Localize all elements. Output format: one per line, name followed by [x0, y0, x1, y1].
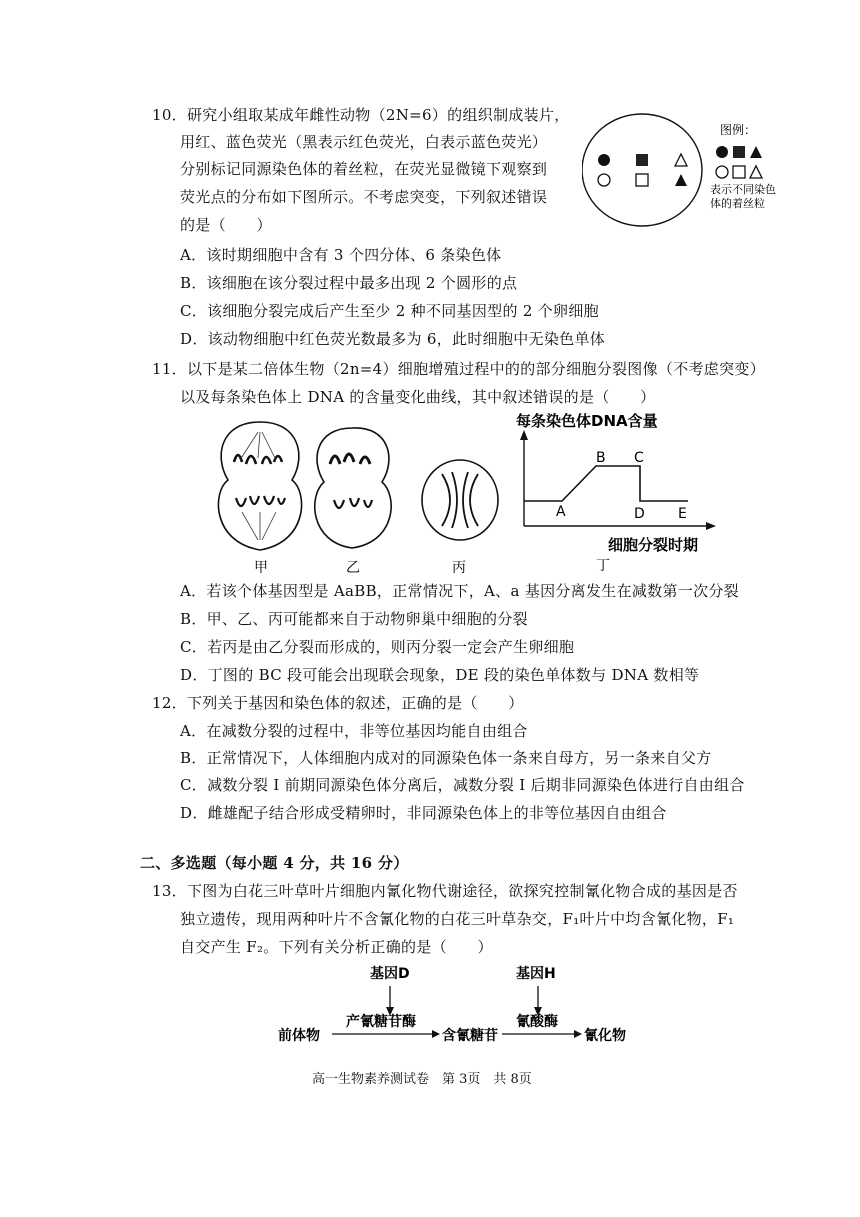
- q11-option-c: C．若丙是由乙分裂而形成的，则丙分裂一定会产生卵细胞: [180, 638, 575, 656]
- precursor-label: 前体物: [278, 1028, 320, 1044]
- fluorescence-figure: [582, 112, 792, 230]
- q10-line-1: 10．研究小组取某成年雌性动物（2N=6）的组织制成装片，: [152, 106, 570, 124]
- q10-line-2: 用红、蓝色荧光（黑表示红色荧光，白表示蓝色荧光）: [180, 133, 548, 151]
- step-2-arrowhead: [574, 1030, 582, 1038]
- red-square-marker: [636, 154, 648, 166]
- q10-option-d: D．该动物细胞中红色荧光数最多为 6，此时细胞中无染色单体: [180, 330, 606, 348]
- cell-division-figures: [200, 412, 520, 578]
- red-circle-marker: [598, 154, 610, 166]
- legend-black-square: [733, 146, 745, 158]
- label-jia: 甲: [254, 560, 268, 576]
- point-c: C: [634, 450, 644, 466]
- q11-option-b: B．甲、乙、丙可能都来自于动物卵巢中细胞的分裂: [180, 610, 528, 628]
- cell-yi: [315, 428, 391, 576]
- q12-option-a: A．在减数分裂的过程中，非等位基因均能自由组合: [180, 722, 528, 740]
- section-2-heading: 二、多选题（每小题 4 分，共 16 分）: [140, 854, 409, 872]
- blue-square-marker: [636, 174, 648, 186]
- cell-bing: [422, 460, 498, 576]
- x-axis-arrow: [706, 522, 716, 530]
- q12-option-d: D．雌雄配子结合形成受精卵时，非同源染色体上的非等位基因自由组合: [180, 804, 667, 822]
- q11-option-d: D．丁图的 BC 段可能会出现联会现象，DE 段的染色单体数与 DNA 数相等: [180, 666, 700, 684]
- point-e: E: [678, 506, 687, 522]
- q11-line-2: 以及每条染色体上 DNA 的含量变化曲线，其中叙述错误的是（ ）: [180, 388, 656, 406]
- q10-line-4: 荧光点的分布如下图所示。不考虑突变，下列叙述错误: [180, 188, 548, 206]
- cyanide-pathway-diagram: [276, 960, 676, 1050]
- point-a: A: [556, 504, 566, 520]
- legend-caption-1: 表示不同染色: [710, 183, 776, 196]
- cell-circle: [582, 114, 702, 226]
- cyanide-label: 氰化物: [584, 1028, 626, 1044]
- gene-h-label: 基因H: [516, 966, 556, 982]
- q11-line-1: 11．以下是某二倍体生物（2n=4）细胞增殖过程中的的部分细胞分裂图像（不考虑突变）: [152, 360, 766, 378]
- legend-white-circle: [716, 166, 728, 178]
- q13-line-3: 自交产生 F₂。下列有关分析正确的是（ ）: [180, 938, 493, 956]
- legend-black-circle: [716, 146, 728, 158]
- y-axis-arrow: [520, 430, 528, 440]
- cell-jia: [218, 422, 301, 576]
- label-bing: 丙: [452, 560, 466, 576]
- red-triangle-marker: [675, 174, 687, 186]
- graph-x-axis-label: 细胞分裂时期: [608, 536, 699, 554]
- q10-option-b: B．该细胞在该分裂过程中最多出现 2 个圆形的点: [180, 274, 518, 292]
- q10-option-a: A．该时期细胞中含有 3 个四分体、6 条染色体: [180, 246, 502, 264]
- q10-option-c: C．该细胞分裂完成后产生至少 2 种不同基因型的 2 个卵细胞: [180, 302, 599, 320]
- dna-curve: [524, 466, 688, 501]
- label-ding: 丁: [596, 558, 610, 574]
- legend-white-triangle: [750, 166, 762, 178]
- label-yi: 乙: [346, 560, 360, 576]
- q13-line-2: 独立遗传，现用两种叶片不含氰化物的白花三叶草杂交，F₁叶片中均含氰化物，F₁: [180, 910, 735, 928]
- dna-content-graph: [512, 406, 772, 576]
- q10-line-3: 分别标记同源染色体的着丝粒，在荧光显微镜下观察到: [180, 160, 548, 178]
- q12-option-b: B．正常情况下，人体细胞内成对的同源染色体一条来自母方，另一条来自父方: [180, 749, 712, 767]
- legend-caption-2: 体的着丝粒: [710, 197, 765, 210]
- cyanogenic-glycoside-label: 含氰糖苷: [442, 1028, 498, 1044]
- enzyme-2-label: 氰酸酶: [516, 1014, 558, 1030]
- gene-d-label: 基因D: [370, 966, 410, 982]
- page-footer: 高一生物素养测试卷 第 3页 共 8页: [312, 1072, 532, 1087]
- q12-option-c: C．减数分裂 I 前期同源染色体分离后，减数分裂 I 后期非同源染色体进行自由组合: [180, 776, 745, 794]
- q13-line-1: 13．下图为白花三叶草叶片细胞内氰化物代谢途径，欲探究控制氰化物合成的基因是否: [152, 882, 738, 900]
- q11-option-a: A．若该个体基因型是 AaBB，正常情况下，A、a 基因分离发生在减数第一次分裂: [180, 582, 739, 600]
- blue-circle-marker: [598, 174, 610, 186]
- legend-title: 图例：: [720, 123, 757, 137]
- graph-y-axis-label: 每条染色体DNA含量: [516, 412, 658, 430]
- legend-black-triangle: [750, 146, 762, 158]
- blue-triangle-marker: [675, 154, 687, 166]
- point-d: D: [634, 506, 645, 522]
- legend-white-square: [733, 166, 745, 178]
- q10-line-5: 的是（ ）: [180, 216, 272, 234]
- point-b: B: [596, 450, 606, 466]
- enzyme-1-label: 产氰糖苷酶: [346, 1014, 416, 1030]
- step-1-arrowhead: [432, 1030, 440, 1038]
- q12-line-1: 12．下列关于基因和染色体的叙述，正确的是（ ）: [152, 694, 524, 712]
